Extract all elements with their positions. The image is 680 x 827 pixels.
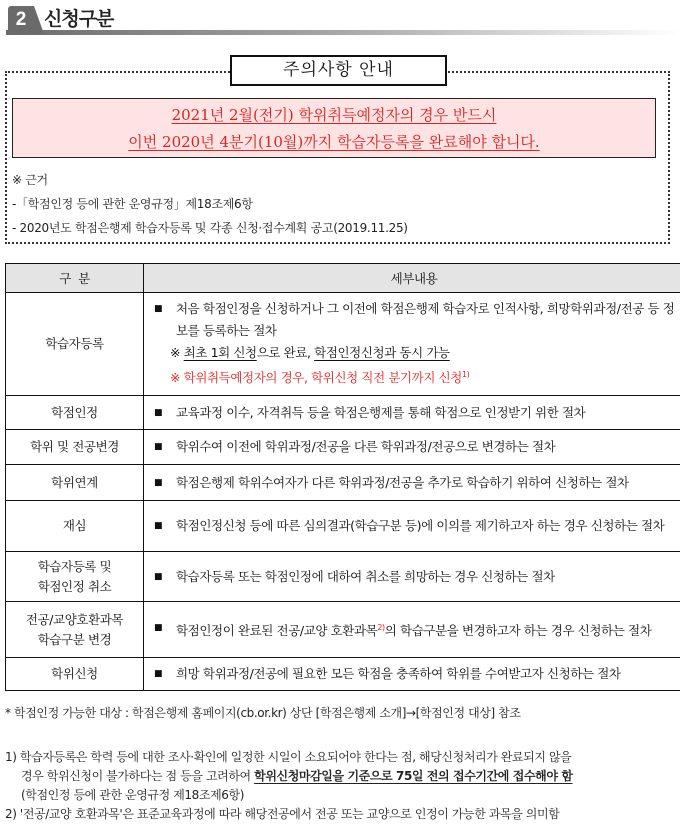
square-bullet-icon: ■ bbox=[154, 477, 163, 488]
application-type-table bbox=[5, 263, 680, 691]
footnote-ref-1: 1) bbox=[461, 370, 470, 380]
notice-basis bbox=[12, 168, 408, 240]
table-header-row bbox=[6, 264, 680, 293]
section-header bbox=[6, 4, 680, 34]
row-category: 학위연계 bbox=[6, 465, 144, 501]
square-bullet-icon: ■ bbox=[154, 622, 163, 633]
badge-tail-shape bbox=[34, 6, 44, 34]
section-title: 신청구분 bbox=[44, 8, 114, 30]
row-category: 학위신청 bbox=[6, 658, 144, 691]
table-row bbox=[6, 430, 680, 465]
row-category: 학습자등록 bbox=[6, 293, 144, 396]
table-row bbox=[6, 293, 680, 396]
table-row bbox=[6, 396, 680, 430]
row-detail-text: 학위수여 이전에 학위과정/전공을 다른 학위과정/전공으로 변경하는 절차 bbox=[176, 439, 556, 454]
notice-title: 주의사항 안내 bbox=[230, 55, 447, 86]
footnote-2: 2) '전공/교양 호환과목'은 표준교육과정에 따라 해당전공에서 전공 또는 교양으로 인정이 가능한 과목을 의미함 bbox=[5, 807, 560, 821]
row-note-2: ※ 학위취득예정자의 경우, 학위신청 직전 분기까지 신청$^{1)}$ bbox=[170, 370, 470, 386]
table-row bbox=[6, 501, 680, 552]
row-category: 학습자등록 및 학점인정 취소 bbox=[6, 552, 144, 602]
notice-highlight bbox=[12, 98, 656, 158]
row-detail bbox=[144, 293, 680, 396]
square-bullet-icon: ■ bbox=[154, 407, 163, 418]
row-detail-text: 처음 학점인정을 신청하거나 그 이전에 학점은행제 학습자로 인적사항, 희망학위과정/전공 등 정보를 등록하는 절차 bbox=[176, 301, 675, 339]
table-row bbox=[6, 602, 680, 658]
footnote-1-line-2: 경우 학위신청이 불가하다는 점 등을 고려하여 학위신청마감일을 기준으로 75일 전의 접수기간에 접수해야 함 bbox=[21, 769, 573, 783]
row-detail-text: 학점은행제 학위수여자가 다른 학위과정/전공을 추가로 학습하기 위하여 신청하는 절차 bbox=[176, 474, 629, 490]
table-row bbox=[6, 552, 680, 602]
row-note-1: ※ 최초 1회 신청으로 완료, 학점인정신청과 동시 가능 bbox=[170, 345, 450, 361]
highlight-line-2: 이번 2020년 4분기(10월)까지 학습자등록을 완료해야 합니다. bbox=[128, 133, 540, 151]
highlight-line-1: 2021년 2월(전기) 학위취득예정자의 경우 반드시 bbox=[171, 106, 497, 124]
row-detail-text: 학습자등록 또는 학점인정에 대하여 취소를 희망하는 경우 신청하는 절차 bbox=[176, 568, 555, 584]
row-detail-text: 교육과정 이수, 자격취득 등을 학점은행제를 통해 학점으로 인정받기 위한 절차 bbox=[176, 404, 586, 420]
row-category: 전공/교양호환과목 학습구분 변경 bbox=[6, 602, 144, 658]
row-detail-text: 희망 학위과정/전공에 필요한 모든 학점을 충족하여 학위를 수여받고자 신청하는 절차 bbox=[176, 666, 621, 681]
header-category: 구 분 bbox=[6, 264, 144, 293]
footnote-1-line-1: 1) 학습자등록은 학력 등에 대한 조사·확인에 일정한 시일이 소요되어야 한다는 점, 해당신청처리가 완료되지 않을 bbox=[5, 750, 572, 764]
basis-item-1: -「학점인정 등에 관한 운영규정」제18조제6항 bbox=[12, 197, 253, 211]
row-category: 재심 bbox=[6, 501, 144, 552]
row-category: 학위 및 전공변경 bbox=[6, 430, 144, 465]
footnote-ref-2: 2) bbox=[377, 622, 385, 632]
section-number-badge: 2 bbox=[8, 6, 34, 34]
basis-item-2: - 2020년도 학점은행제 학습자등록 및 각종 신청·접수계획 공고(2019.11.25) bbox=[12, 221, 408, 235]
row-detail-text: 학점인정이 완료된 전공/교양 호환과목$^{2)}$의 학습구분을 변경하고자 하는 경우 신청하는 절차 bbox=[176, 622, 652, 639]
footnotes bbox=[5, 748, 573, 824]
row-category: 학점인정 bbox=[6, 396, 144, 430]
header-detail: 세부내용 bbox=[144, 264, 680, 293]
table-row bbox=[6, 658, 680, 691]
target-note: * 학점인정 가능한 대상 : 학점은행제 홈페이지(cb.or.kr) 상단 [학점은행제 소개]→[학점인정 대상] 참조 bbox=[5, 706, 521, 720]
square-bullet-icon: ■ bbox=[154, 571, 163, 582]
square-bullet-icon: ■ bbox=[154, 442, 163, 452]
square-bullet-icon: ■ bbox=[154, 304, 163, 315]
row-detail-text: 학점인정신청 등에 따른 심의결과(학습구분 등)에 이의를 제기하고자 하는 경우 신청하는 절차 bbox=[176, 518, 665, 533]
basis-heading: ※ 근거 bbox=[12, 173, 48, 187]
footnote-1-line-3: (학점인정 등에 관한 운영규정 제18조제6항) bbox=[21, 788, 244, 802]
square-bullet-icon: ■ bbox=[154, 669, 163, 679]
table-row bbox=[6, 465, 680, 501]
square-bullet-icon: ■ bbox=[154, 521, 163, 531]
